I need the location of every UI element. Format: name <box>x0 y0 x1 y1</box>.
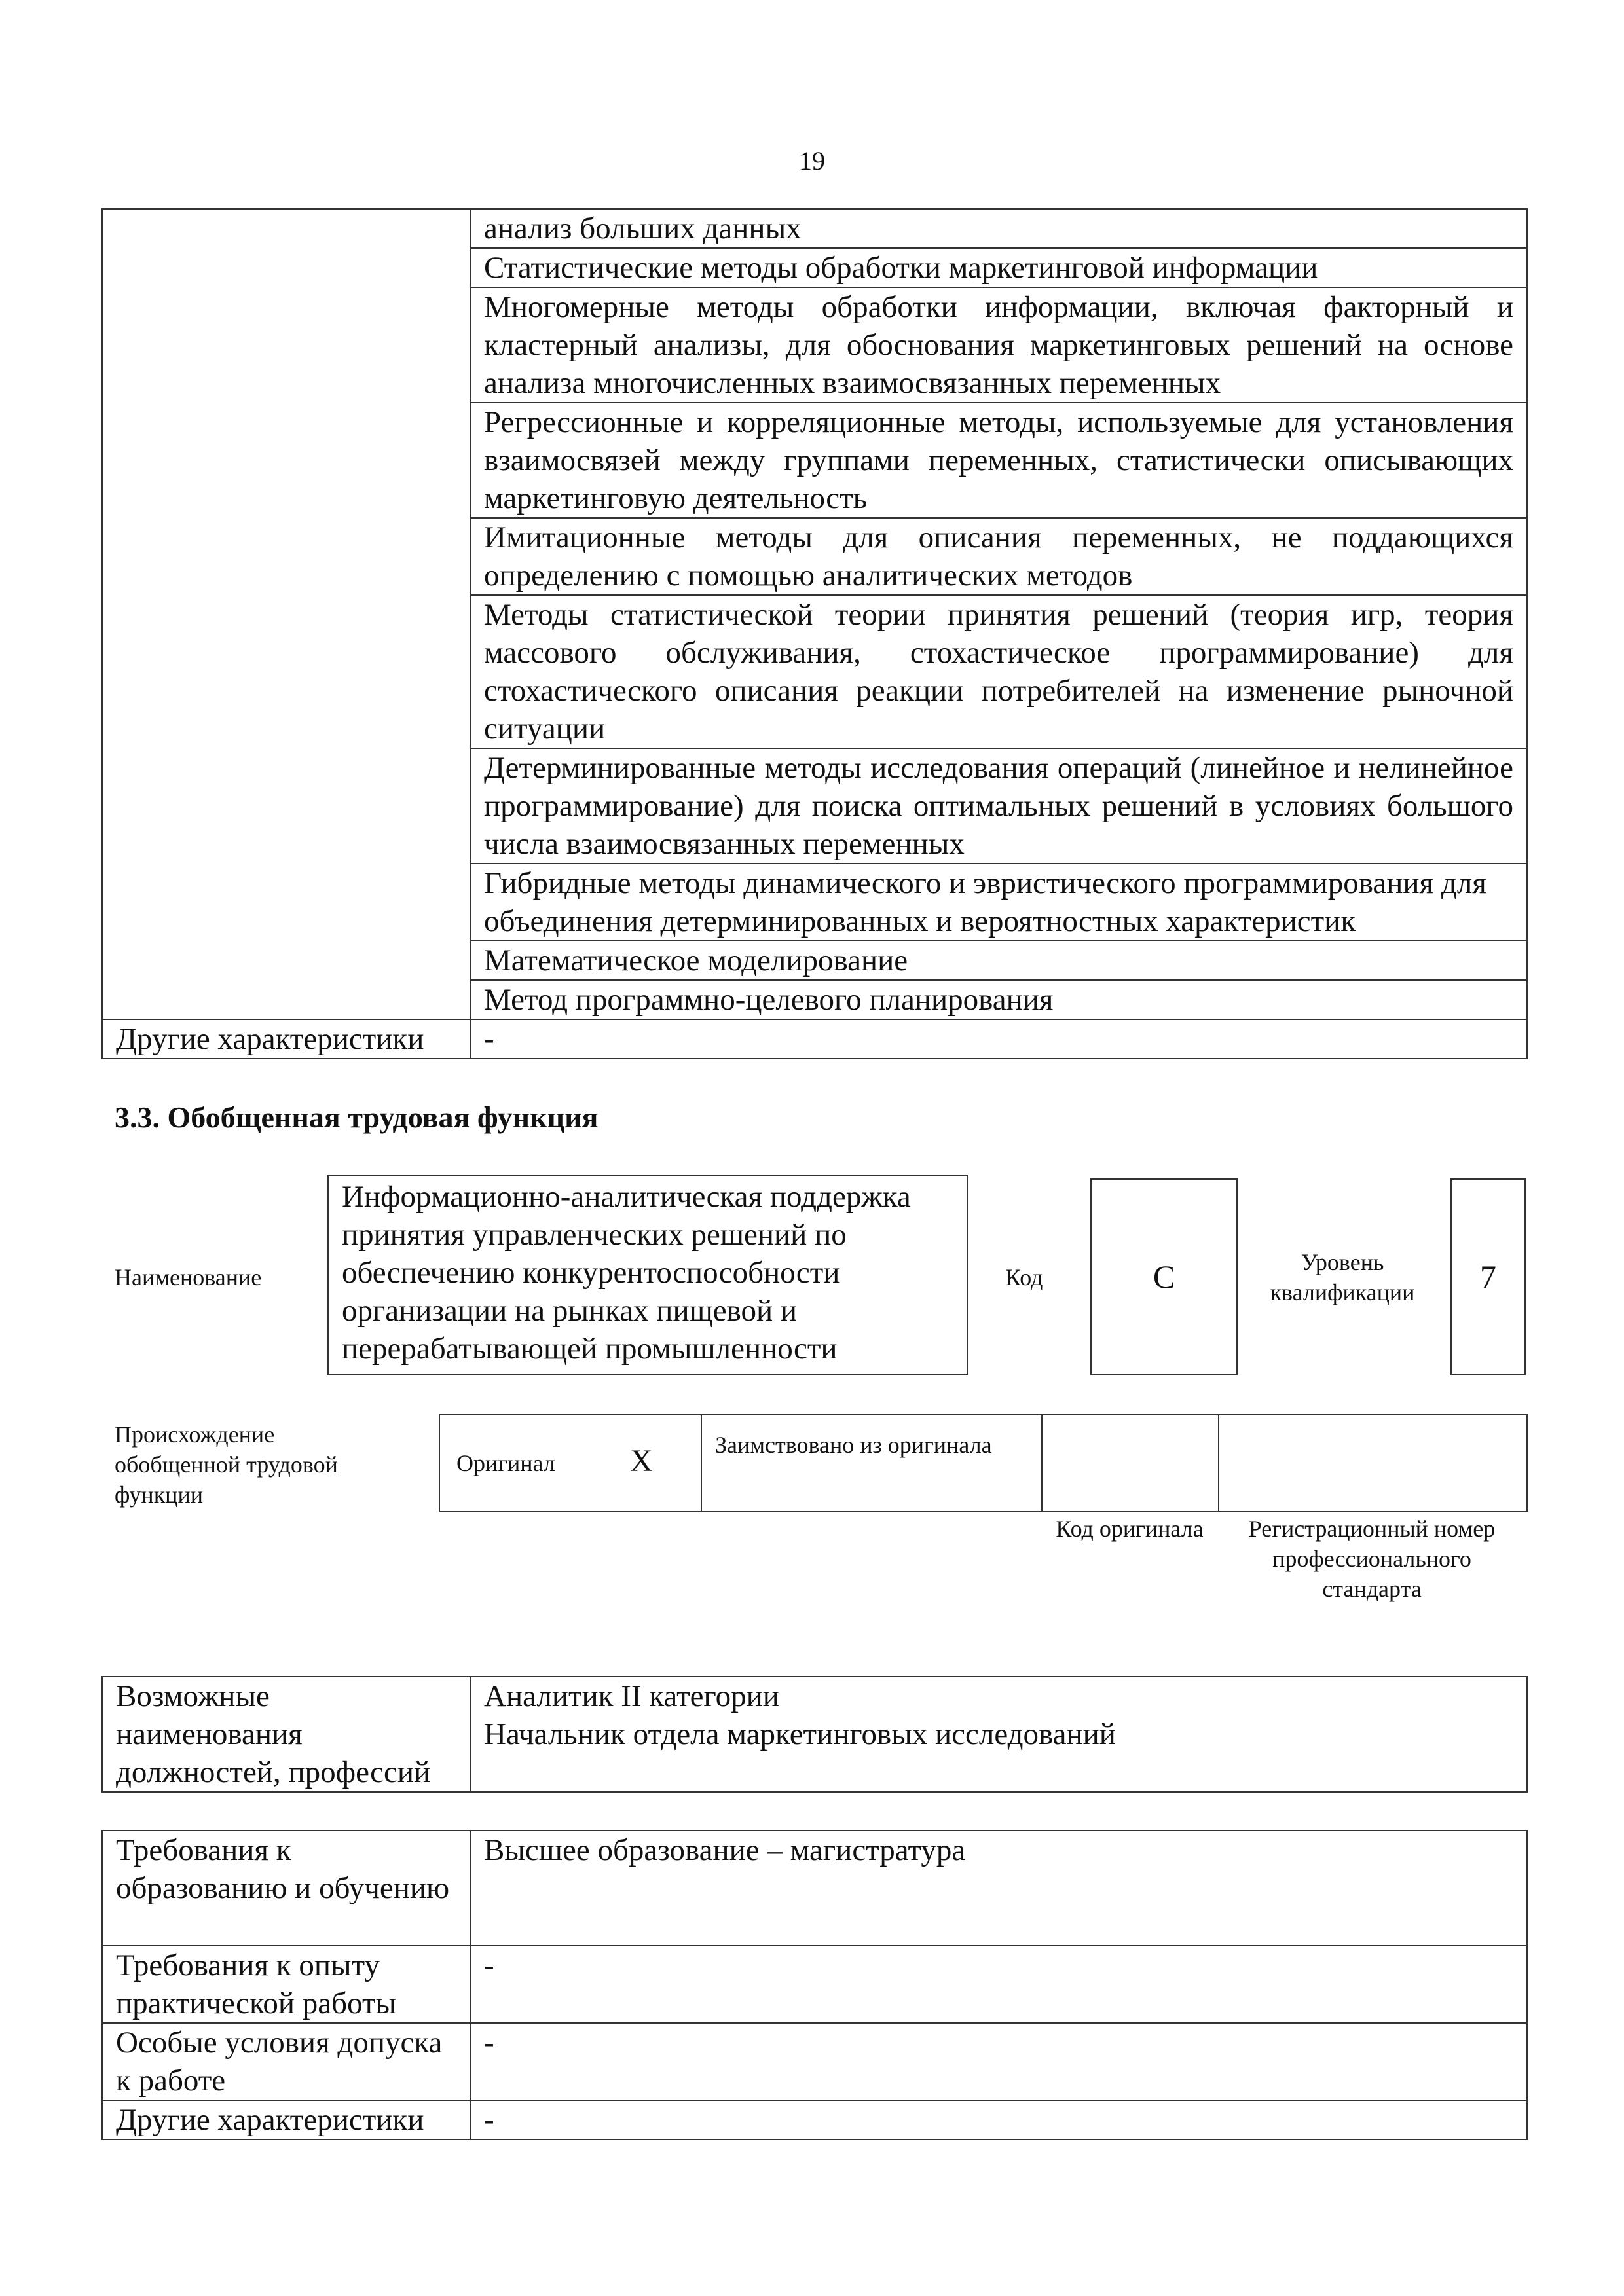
requirement-label: Требования к опыту практической работы <box>102 1946 470 2023</box>
page-number: 19 <box>799 146 825 175</box>
position-item: Начальник отдела маркетинговых исследований <box>484 1717 1116 1751</box>
requirement-value: Высшее образование – магистратура <box>470 1831 1527 1946</box>
original-cell <box>440 1415 702 1511</box>
positions-table <box>101 1676 1528 1793</box>
function-name-box: Информационно-аналитическая поддержка принятия управленческих решений по обеспечению конкурентоспособности организации на рынках пищевой и перерабатывающей промышленности <box>327 1175 968 1375</box>
method-row: Регрессионные и корреляционные методы, используемые для установления взаимосвязей между группами переменных, статистически описывающих маркетинговую деятельность <box>470 403 1527 518</box>
method-row: анализ больших данных <box>470 209 1527 248</box>
code-value-box <box>1090 1178 1238 1375</box>
original-label: Оригинал <box>456 1450 555 1476</box>
other-characteristics-value: - <box>470 1019 1527 1059</box>
level-value: 7 <box>1480 1258 1496 1295</box>
borrowed-cell <box>702 1415 1043 1511</box>
method-row: Математическое моделирование <box>470 941 1527 980</box>
method-row: Детерминированные методы исследования операций (линейное и нелинейное программирование) для поиска оптимальных решений в условиях большого числа взаимосвязанных переменных <box>470 748 1527 864</box>
position-item: Аналитик II категории <box>484 1679 779 1713</box>
method-row: Многомерные методы обработки информации, включая факторный и кластерный анализы, для обоснования маркетинговых решений на основе анализа многочисленных взаимосвязанных переменных <box>470 287 1527 403</box>
code-value: C <box>1153 1258 1175 1295</box>
requirement-value: - <box>470 1946 1527 2023</box>
requirement-value: - <box>470 2023 1527 2100</box>
origin-row <box>439 1414 1528 1512</box>
requirements-table <box>101 1830 1528 2140</box>
other-characteristics-label: Другие характеристики <box>102 1019 470 1059</box>
method-row: Статистические методы обработки маркетинговой информации <box>470 248 1527 287</box>
method-row: Метод программно-целевого планирования <box>470 980 1527 1019</box>
borrowed-label: Заимствовано из оригинала <box>715 1432 992 1458</box>
requirement-value: - <box>470 2100 1527 2140</box>
original-mark: X <box>630 1444 653 1478</box>
positions-values <box>470 1677 1527 1792</box>
method-row: Гибридные методы динамического и эвристического программирования для объединения детерминированных и вероятностных характеристик <box>470 864 1527 941</box>
requirement-label: Другие характеристики <box>102 2100 470 2140</box>
methods-left-cell <box>102 209 470 1019</box>
method-row: Имитационные методы для описания переменных, не поддающихся определению с помощью аналитических методов <box>470 518 1527 595</box>
requirement-label: Требования к образованию и обучению <box>102 1831 470 1946</box>
original-code-caption: Код оригинала <box>1056 1516 1204 1542</box>
original-code-cell <box>1043 1415 1219 1511</box>
level-value-box <box>1450 1178 1526 1375</box>
requirement-label: Особые условия допуска к работе <box>102 2023 470 2100</box>
name-label: Наименование <box>115 1264 262 1290</box>
level-label: Уровень квалификации <box>1270 1249 1415 1305</box>
positions-label: Возможные наименования должностей, профессий <box>102 1677 470 1792</box>
method-row: Методы статистической теории принятия решений (теория игр, теория массового обслуживания, стохастическое программирование) для стохастического описания реакции потребителей на изменение рыночной ситуации <box>470 595 1527 748</box>
registration-number-cell <box>1219 1415 1528 1511</box>
section-title: 3.3. Обобщенная трудовая функция <box>115 1101 599 1134</box>
methods-table <box>101 208 1528 1059</box>
code-label: Код <box>1005 1264 1043 1290</box>
origin-label: Происхождение обобщенной трудовой функции <box>115 1421 338 1508</box>
registration-number-caption: Регистрационный номер профессионального стандарта <box>1248 1516 1496 1602</box>
